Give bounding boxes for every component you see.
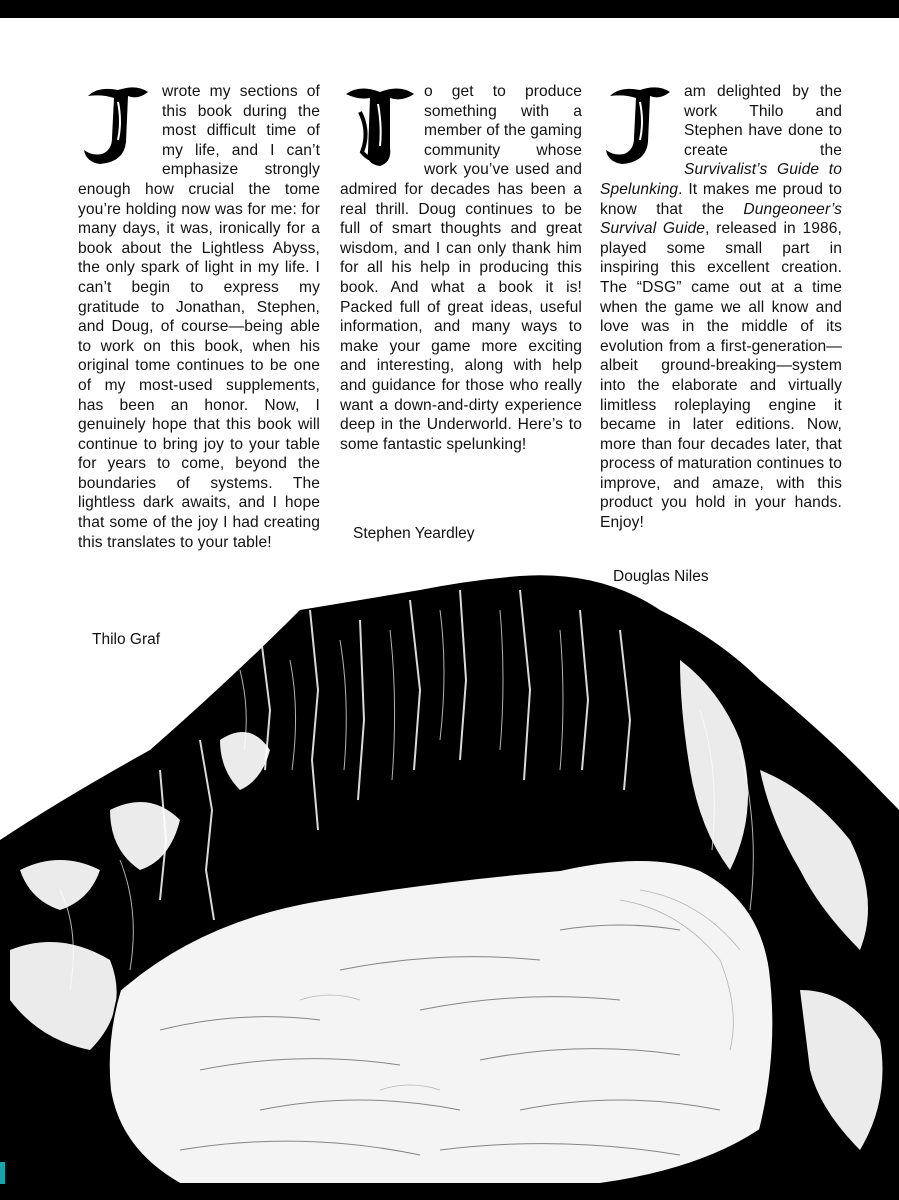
drop-cap-letter [78, 76, 156, 168]
author-signature: Thilo Graf [92, 631, 161, 648]
drop-cap-letter [340, 76, 418, 168]
author-signature: Stephen Yeardley [353, 525, 475, 542]
bottom-border-bar [0, 1184, 899, 1200]
foreword-paragraph: o get to produce something with a member of the gaming community whose work you’ve used and admired for decades has been a real thrill. Doug continues to be full of smart thoughts and great wisdom, and I can only thank him for all his help in producing this book. And what a book it is! Packed full of great ideas, useful information, and many ways to make your game more exciting and interesting, along with help and guidance for those who really want a down-and-dirty experience deep in the Underworld. Here’s to some fantastic spelunking! [340, 83, 583, 453]
foreword-paragraph: wrote my sections of this book during the most difficult time of my life, and I can’t emphasize strongly enough how crucial the tome you’re holding now was for me: for many days, it was, ironically for a book about the Lightless Abyss, the only spark of light in my life. I can’t begin to express my gratitude to Jonathan, Stephen, and Doug, of course—being able to work on this book, when his original tome continues to be one of my most-used supplements, has been an honor. Now, I genuinely hope that this book will continue to bring joy to your table for years to come, beyond the boundaries of systems. The lightless dark awaits, and I hope that some of the joy I had creating this translates to your table! [78, 83, 320, 551]
cave-illustration [0, 570, 899, 1184]
book-title-italic: Dungeoneer’s Survival Guide [600, 200, 842, 238]
foreword-column-stephen [340, 82, 582, 454]
book-title-italic: Survivalist’s Guide to Spelunking [600, 161, 842, 198]
foreword-column-douglas [600, 82, 842, 533]
foreword-column-thilo [78, 82, 320, 552]
paragraph-text: . It makes me proud to know that the [600, 180, 842, 218]
paragraph-text: am delighted by the work Thilo and Stephen have done to create the [684, 83, 842, 159]
drop-cap-letter [600, 76, 678, 168]
author-signature: Douglas Niles [613, 568, 709, 585]
drop-cap [340, 82, 418, 168]
drop-cap [600, 82, 678, 168]
top-border-bar [0, 0, 899, 18]
accent-mark [0, 1162, 5, 1186]
drop-cap [78, 82, 156, 168]
paragraph-text: , released in 1986, played some small part in inspiring this excellent creation. The “DSG” came out at a time when the game we all know and love was in the middle of its evolution from a first-generation—albeit ground-breaking—system into the elaborate and virtually limitless roleplaying engine it became in later editions. Now, more than four decades later, that process of maturation continues to improve, and amaze, with this product you hold in your hands. Enjoy! [600, 220, 842, 532]
